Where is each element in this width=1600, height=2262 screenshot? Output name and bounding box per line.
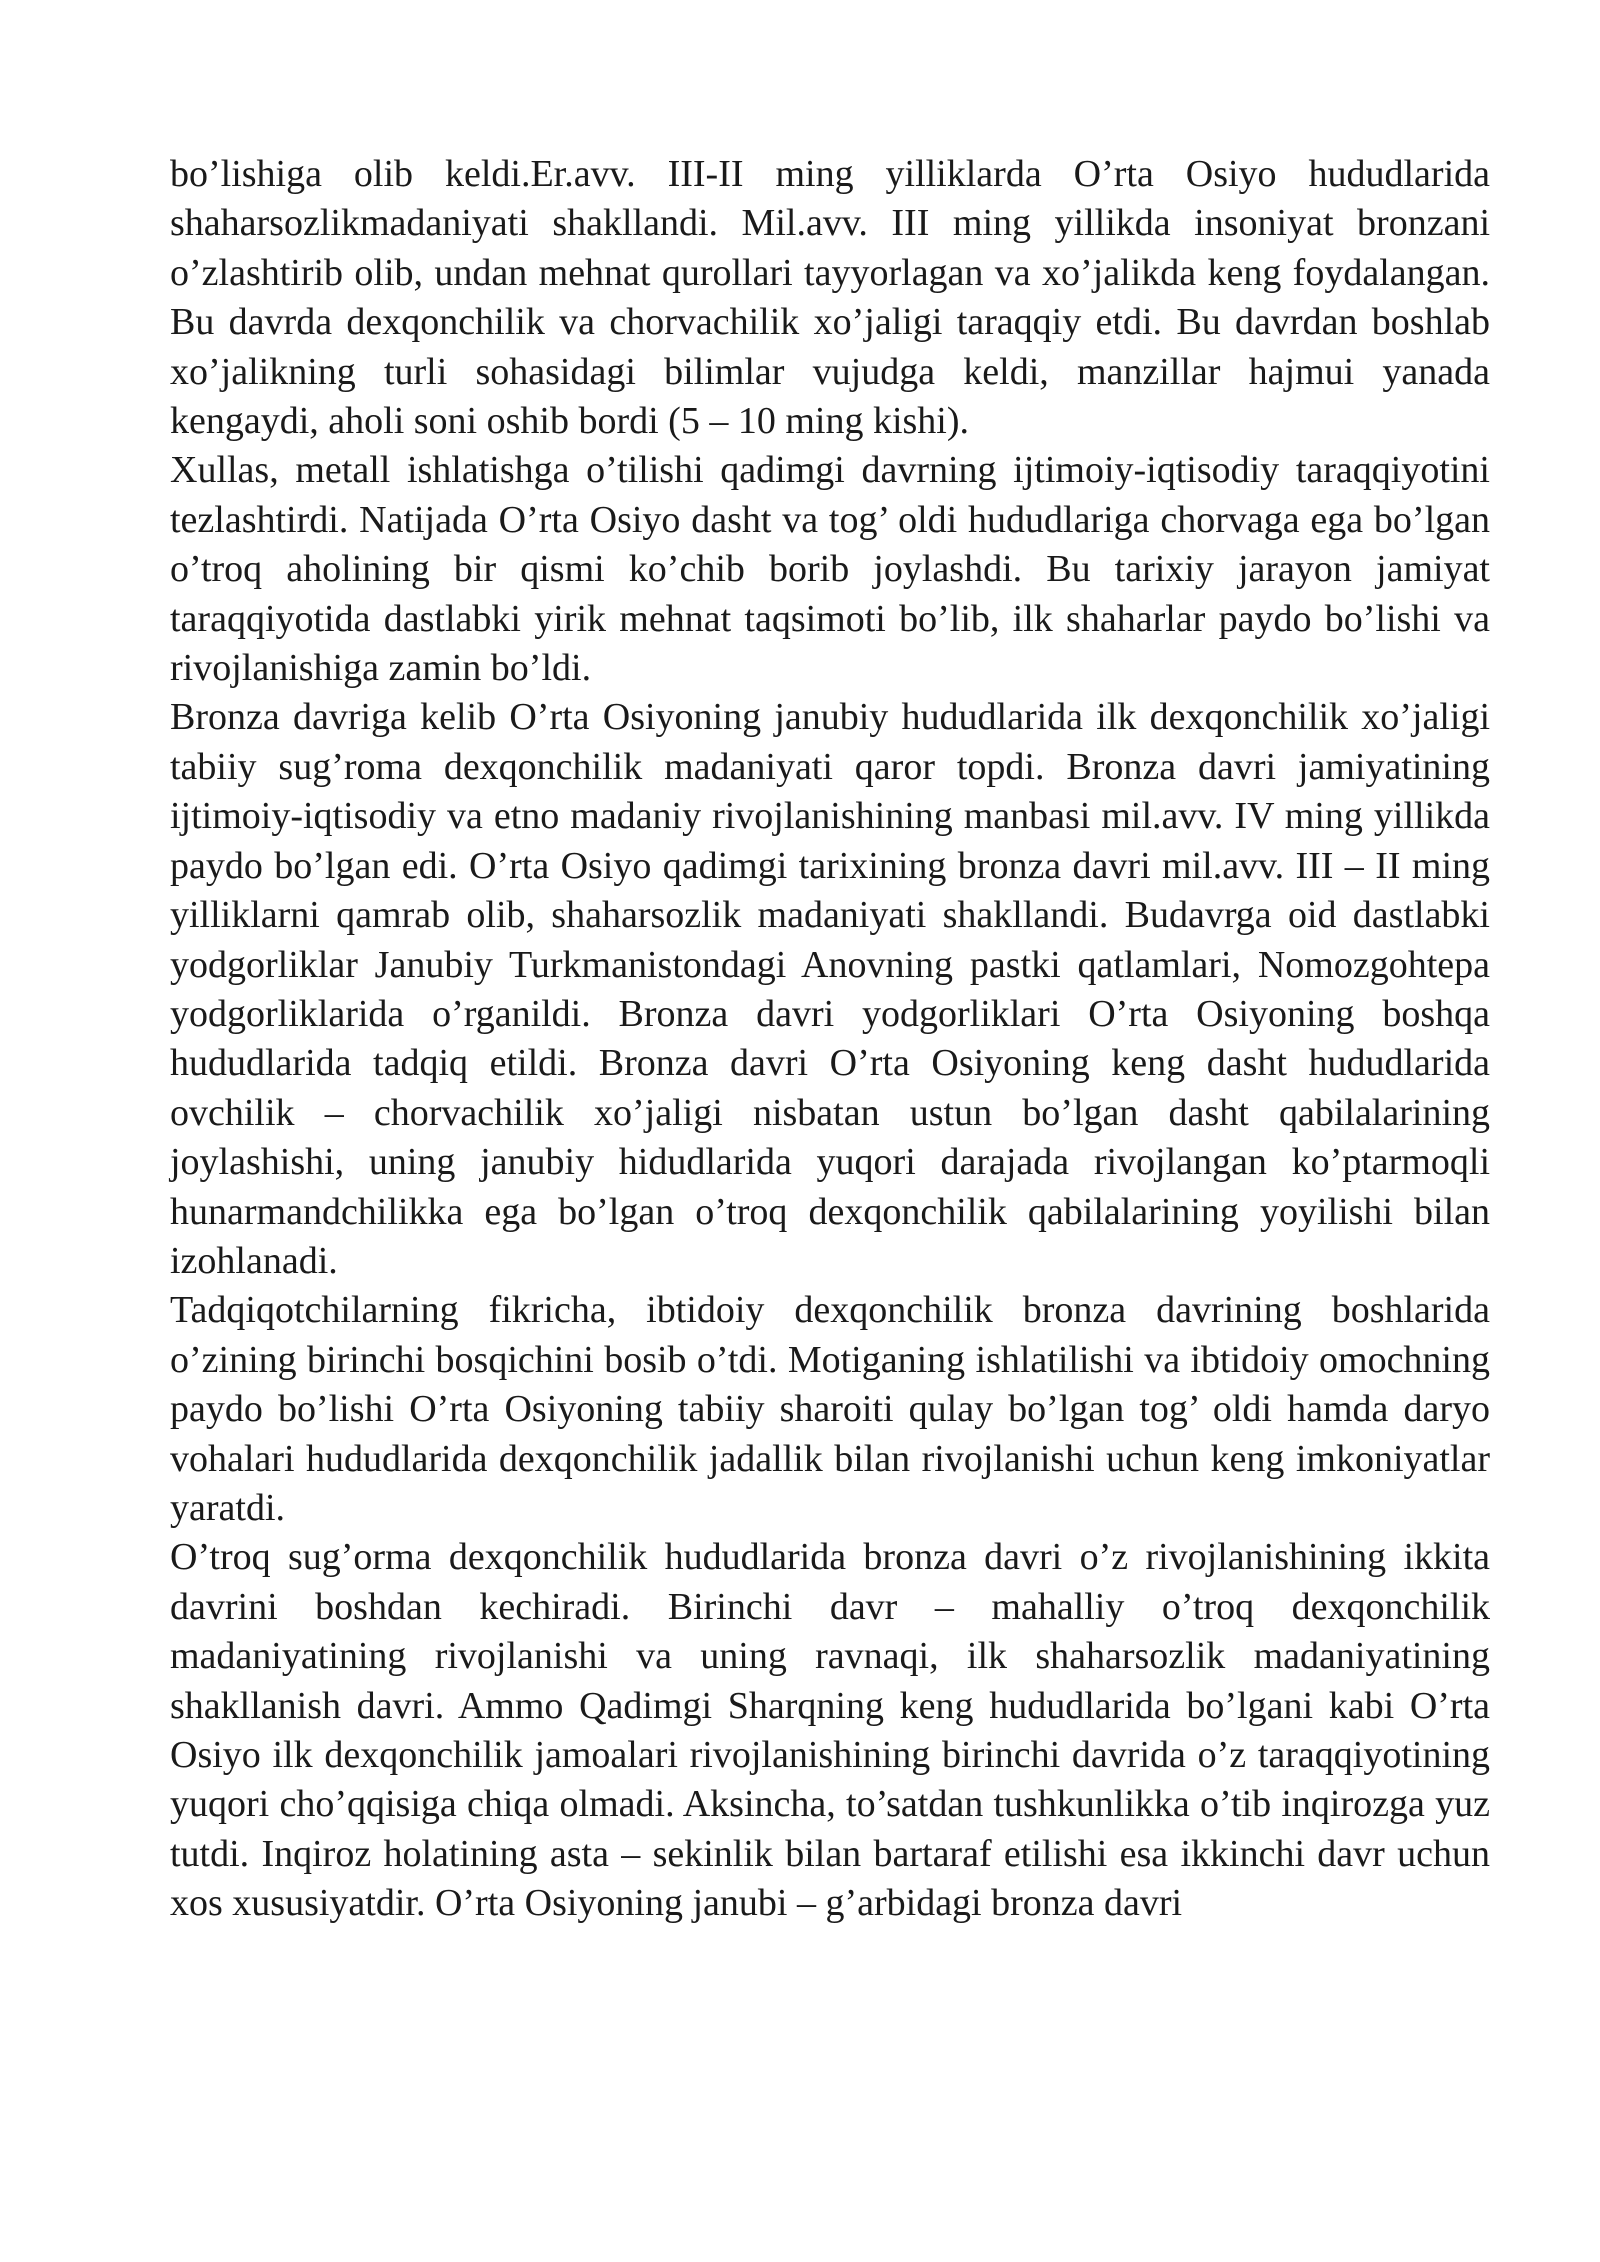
- paragraph-1: bo’lishiga olib keldi.Er.avv. III-II ming yilliklarda O’rta Osiyo hududlarida shaharsozlikmadaniyati shakllandi. Mil.avv. III ming yillikda insoniyat bronzani o’zlashtirib olib, undan mehnat qurollari tayyorlagan va xo’jalikda keng foydalangan. Bu davrda dexqonchilik va chorvachilik xo’jaligi taraqqiy etdi. Bu davrdan boshlab xo’jalikning turli sohasidagi bilimlar vujudga keldi, manzillar hajmui yanada kengaydi, aholi soni oshib bordi (5 – 10 ming kishi).: [170, 153, 1490, 443]
- paragraph-5: O’troq sug’orma dexqonchilik hududlarida bronza davri o’z rivojlanishining ikkita davrini boshdan kechiradi. Birinchi davr – mahalliy o’troq dexqonchilik madaniyatining rivojlanishi va uning ravnaqi, ilk shaharsozlik madaniyatining shakllanish davri. Ammo Qadimgi Sharqning keng hududlarida bo’lgani kabi O’rta Osiyo ilk dexqonchilik jamoalari rivojlanishining birinchi davrida o’z taraqqiyotining yuqori cho’qqisiga chiqa olmadi. Aksincha, to’satdan tushkunlikka o’tib inqirozga yuz tutdi. Inqiroz holatining asta – sekinlik bilan bartaraf etilishi esa ikkinchi davr uchun xos xususiyatdir. O’rta Osiyoning janubi – g’arbidagi bronza davri: [170, 1536, 1490, 1925]
- paragraph-4: Tadqiqotchilarning fikricha, ibtidoiy dexqonchilik bronza davrining boshlarida o’zining birinchi bosqichini bosib o’tdi. Motiganing ishlatilishi va ibtidoiy omochning paydo bo’lishi O’rta Osiyoning tabiiy sharoiti qulay bo’lgan tog’ oldi hamda daryo vohalari hududlarida dexqonchilik jadallik bilan rivojlanishi uchun keng imkoniyatlar yaratdi.: [170, 1289, 1490, 1529]
- paragraph-3: Bronza davriga kelib O’rta Osiyoning janubiy hududlarida ilk dexqonchilik xo’jaligi tabiiy sug’roma dexqonchilik madaniyati qaror topdi. Bronza davri jamiyatining ijtimoiy-iqtisodiy va etno madaniy rivojlanishining manbasi mil.avv. IV ming yillikda paydo bo’lgan edi. O’rta Osiyo qadimgi tarixining bronza davri mil.avv. III – II ming yilliklarni qamrab olib, shaharsozlik madaniyati shakllandi. Budavrga oid dastlabki yodgorliklar Janubiy Turkmanistondagi Anovning pastki qatlamlari, Nomozgohtepa yodgorliklarida o’rganildi. Bronza davri yodgorliklari O’rta Osiyoning boshqa hududlarida tadqiq etildi. Bronza davri O’rta Osiyoning keng dasht hududlarida ovchilik – chorvachilik xo’jaligi nisbatan ustun bo’lgan dasht qabilalarining joylashishi, uning janubiy hidudlarida yuqori darajada rivojlangan ko’ptarmoqli hunarmandchilikka ega bo’lgan o’troq dexqonchilik qabilalarining yoyilishi bilan izohlanadi.: [170, 696, 1490, 1282]
- document-page: [170, 150, 1490, 1929]
- paragraph-2: Xullas, metall ishlatishga o’tilishi qadimgi davrning ijtimoiy-iqtisodiy taraqqiyotini tezlashtirdi. Natijada O’rta Osiyo dasht va tog’ oldi hududlariga chorvaga ega bo’lgan o’troq aholining bir qismi ko’chib borib joylashdi. Bu tarixiy jarayon jamiyat taraqqiyotida dastlabki yirik mehnat taqsimoti bo’lib, ilk shaharlar paydo bo’lishi va rivojlanishiga zamin bo’ldi.: [170, 449, 1490, 690]
